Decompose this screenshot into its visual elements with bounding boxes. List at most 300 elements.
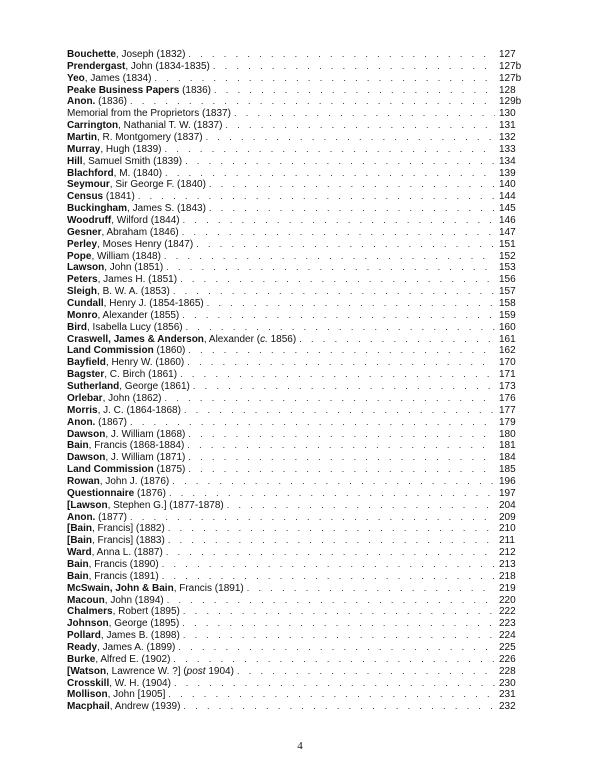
entry-detail: , J. William (1868): [105, 428, 186, 440]
dot-leader: [178, 642, 495, 654]
entry-name: Sutherland: [67, 381, 120, 393]
toc-entry-title: [67, 156, 182, 168]
toc-entry-title: [67, 523, 165, 535]
toc-entry-title: [67, 547, 163, 559]
entry-name: Hill: [67, 155, 83, 167]
entry-name: Martin: [67, 132, 97, 144]
entry-name: [Watson: [67, 665, 107, 677]
entry-detail: , B. W. A. (1853): [97, 286, 170, 298]
toc-entry-title: [67, 203, 206, 215]
toc-entry-title: [67, 310, 179, 322]
dot-leader: [169, 488, 495, 500]
entry-name: Bird: [67, 321, 87, 333]
dot-leader: [207, 298, 495, 310]
entry-detail: , Francis (1891): [88, 570, 159, 582]
entry-name: Woodruff: [67, 215, 112, 227]
entry-detail: (1877): [95, 511, 128, 523]
entry-detail: , J. C. (1864-1868): [97, 404, 181, 416]
entry-page-number: 177: [499, 404, 516, 416]
entry-name: Anon.: [67, 511, 96, 523]
entry-page-number: 130: [499, 108, 516, 120]
entry-name: Sleigh: [67, 286, 98, 298]
toc-entry-title: [67, 381, 190, 393]
entry-detail: , Robert (1895): [112, 606, 180, 618]
entry-page-number: 228: [499, 665, 516, 677]
entry-detail: , Nathanial T. W. (1837): [118, 120, 223, 132]
entry-detail: Memorial from the Proprietors (1837): [67, 108, 231, 120]
entry-detail: , J. William (1871): [105, 452, 186, 464]
entry-detail: , Hugh (1839): [100, 143, 162, 155]
toc-entry: [67, 452, 527, 464]
entry-detail: , Lawrence W. ?] (: [106, 665, 187, 677]
entry-detail: , R. Montgomery (1837): [97, 132, 203, 144]
entry-name: Pollard: [67, 630, 101, 642]
entry-name: Carrington: [67, 120, 119, 132]
toc-entry: [67, 405, 527, 417]
entry-page-number: 145: [499, 203, 516, 215]
toc-entry-title: [67, 73, 152, 85]
entry-detail: (1836): [95, 96, 128, 108]
entry-name: Questionnaire: [67, 487, 135, 499]
entry-page-number: 232: [499, 701, 516, 713]
toc-entry-title: [67, 666, 234, 678]
entry-page-number: 139: [499, 167, 516, 179]
entry-detail: (1841): [103, 191, 135, 203]
entry-page-number: 158: [499, 298, 516, 310]
dot-leader: [173, 286, 495, 298]
dot-leader: [184, 405, 495, 417]
entry-detail: , Abraham (1846): [101, 226, 179, 238]
dot-leader: [209, 203, 495, 215]
dot-leader: [299, 334, 495, 346]
entry-page-number: 162: [499, 345, 516, 357]
entry-page-number: 133: [499, 143, 516, 155]
entry-page-number: 151: [499, 238, 516, 250]
entry-name: Lawson: [67, 262, 105, 274]
entry-detail: , William (1848): [91, 250, 161, 262]
entry-detail-italic: post: [186, 665, 206, 677]
entry-page-number: 222: [499, 606, 516, 618]
entry-name: Macphail: [67, 701, 110, 713]
entry-detail: , Moses Henry (1847): [97, 238, 194, 250]
entry-page-number: 204: [499, 499, 516, 511]
toc-entry: [67, 179, 527, 191]
toc-entry: [67, 547, 527, 559]
toc-entry: [67, 500, 527, 512]
toc-entry: [67, 571, 527, 583]
toc-entry: [67, 701, 527, 713]
toc-entry-title: [67, 464, 185, 476]
toc-entry: [67, 523, 527, 535]
table-of-contents: [67, 49, 527, 713]
entry-detail: , Francis (1868-1884): [88, 440, 185, 452]
entry-detail: , C. Birch (1861): [104, 369, 178, 381]
entry-detail: , Francis] (1883): [92, 535, 165, 547]
entry-name: Anon.: [67, 96, 96, 108]
entry-detail: , John (1894): [104, 594, 164, 606]
toc-entry: [67, 417, 527, 429]
entry-name: [Bain: [67, 535, 92, 547]
toc-entry-title: [67, 440, 184, 452]
entry-name: Census: [67, 191, 104, 203]
entry-name: Buckingham: [67, 203, 128, 215]
toc-entry-title: [67, 251, 161, 263]
entry-detail: , James B. (1898): [100, 630, 180, 642]
entry-detail: , Anna L. (1887): [91, 547, 163, 559]
dot-leader: [206, 132, 495, 144]
toc-entry: [67, 168, 527, 180]
entry-name: Cundall: [67, 298, 104, 310]
toc-entry-title: [67, 61, 210, 73]
entry-detail: , Joseph (1832): [115, 49, 186, 60]
toc-entry: [67, 144, 527, 156]
toc-entry: [67, 108, 527, 120]
toc-entry-title: [67, 322, 183, 334]
entry-detail: (1867): [95, 416, 128, 428]
entry-page-number: 160: [499, 321, 516, 333]
entry-page-number: 152: [499, 250, 516, 262]
entry-detail: , James H. (1851): [97, 274, 178, 286]
dot-leader: [188, 49, 495, 61]
entry-name: Dawson: [67, 452, 106, 464]
toc-entry-title: [67, 393, 162, 405]
toc-entry: [67, 262, 527, 274]
entry-name: Bain: [67, 440, 89, 452]
entry-page-number: 184: [499, 452, 516, 464]
entry-detail: , John J. (1876): [99, 475, 170, 487]
toc-entry-title: [67, 618, 179, 630]
entry-page-number: 171: [499, 369, 516, 381]
dot-leader: [188, 464, 495, 476]
dot-leader: [166, 547, 495, 559]
toc-entry: [67, 488, 527, 500]
dot-leader: [174, 678, 495, 690]
entry-detail: , John (1851): [104, 262, 164, 274]
toc-entry-title: [67, 108, 231, 120]
entry-name: Seymour: [67, 179, 110, 191]
entry-detail: (1836): [179, 84, 211, 96]
entry-detail: (1875): [153, 464, 186, 476]
toc-entry-title: [67, 369, 177, 381]
toc-entry-title: [67, 144, 162, 156]
entry-name: Morris: [67, 404, 98, 416]
entry-name: Murray: [67, 143, 101, 155]
entry-name: McSwain, John & Bain: [67, 582, 174, 594]
entry-name: [Bain: [67, 523, 92, 535]
entry-page-number: 220: [499, 594, 516, 606]
dot-leader: [165, 393, 495, 405]
dot-leader: [164, 251, 495, 263]
entry-detail: , James A. (1899): [97, 641, 176, 653]
dot-leader: [227, 500, 495, 512]
toc-entry: [67, 239, 527, 251]
toc-entry-title: [67, 96, 127, 108]
entry-name: Crosskill: [67, 677, 110, 689]
toc-entry: [67, 583, 527, 595]
toc-entry: [67, 96, 527, 108]
toc-entry: [67, 393, 527, 405]
toc-entry-title: [67, 168, 162, 180]
toc-entry: [67, 642, 527, 654]
entry-name: Pope: [67, 250, 92, 262]
toc-entry: [67, 654, 527, 666]
toc-entry-title: [67, 417, 127, 429]
toc-entry-title: [67, 642, 175, 654]
toc-entry-title: [67, 215, 180, 227]
dot-leader: [167, 595, 495, 607]
entry-detail: , John (1834-1835): [125, 60, 210, 72]
dot-leader: [188, 429, 495, 441]
toc-entry: [67, 251, 527, 263]
entry-page-number: 153: [499, 262, 516, 274]
dot-leader: [180, 369, 495, 381]
entry-name: Peters: [67, 274, 98, 286]
entry-page-number: 185: [499, 464, 516, 476]
toc-entry-title: [67, 476, 169, 488]
entry-name: Anon.: [67, 416, 96, 428]
dot-leader: [234, 108, 495, 120]
entry-name: Macoun: [67, 594, 105, 606]
dot-leader: [186, 322, 495, 334]
dot-leader: [193, 381, 495, 393]
entry-page-number: 218: [499, 570, 516, 582]
toc-entry: [67, 440, 527, 452]
toc-entry-title: [67, 239, 193, 251]
entry-detail: , Alfred E. (1902): [95, 653, 171, 665]
toc-entry: [67, 61, 527, 73]
entry-name: Peake Business Papers: [67, 84, 180, 96]
toc-entry: [67, 345, 527, 357]
toc-entry: [67, 464, 527, 476]
entry-detail-italic: c.: [260, 333, 268, 345]
entry-detail: , Andrew (1939): [109, 701, 181, 713]
dot-leader: [187, 440, 495, 452]
dot-leader: [166, 262, 495, 274]
dot-leader: [172, 476, 495, 488]
entry-detail: , Alexander (1855): [97, 309, 180, 321]
dot-leader: [237, 666, 495, 678]
entry-page-number: 128: [499, 84, 516, 96]
entry-detail: , George (1895): [108, 618, 180, 630]
entry-page-number: 173: [499, 381, 516, 393]
entry-page-number: 176: [499, 392, 516, 404]
entry-page-number: 197: [499, 487, 516, 499]
entry-name: Perley: [67, 238, 98, 250]
toc-entry-title: [67, 274, 177, 286]
dot-leader: [185, 156, 495, 168]
entry-detail: , George (1861): [119, 381, 190, 393]
dot-leader: [183, 630, 495, 642]
dot-leader: [168, 535, 495, 547]
entry-detail-end: 1856): [267, 333, 297, 345]
entry-page-number: 140: [499, 179, 516, 191]
toc-entry-title: [67, 298, 204, 310]
toc-entry-title: [67, 701, 180, 713]
entry-detail: , Isabella Lucy (1856): [87, 321, 183, 333]
toc-entry-title: [67, 535, 165, 547]
toc-entry: [67, 606, 527, 618]
toc-entry-title: [67, 606, 180, 618]
toc-entry-title: [67, 595, 164, 607]
toc-entry: [67, 274, 527, 286]
entry-detail: , Sir George F. (1840): [109, 179, 206, 191]
entry-detail: , John [1905]: [107, 689, 166, 701]
dot-leader: [183, 215, 495, 227]
entry-name: Land Commission: [67, 345, 154, 357]
toc-entry-title: [67, 179, 206, 191]
toc-entry: [67, 334, 527, 346]
toc-entry-title: [67, 654, 170, 666]
entry-page-number: 129b: [499, 96, 522, 108]
entry-detail: , John (1862): [102, 392, 162, 404]
toc-entry: [67, 618, 527, 630]
toc-entry-title: [67, 630, 180, 642]
toc-entry-title: [67, 191, 135, 203]
entry-page-number: 212: [499, 547, 516, 559]
entry-detail: , Francis (1890): [88, 558, 159, 570]
entry-page-number: 146: [499, 215, 516, 227]
entry-name: Rowan: [67, 475, 100, 487]
toc-entry: [67, 381, 527, 393]
dot-leader: [182, 310, 495, 322]
entry-detail: , Wilford (1844): [111, 215, 180, 227]
entry-name: Chalmers: [67, 606, 113, 618]
toc-entry: [67, 286, 527, 298]
entry-page-number: 196: [499, 475, 516, 487]
entry-page-number: 225: [499, 641, 516, 653]
dot-leader: [188, 452, 495, 464]
entry-detail: , W. H. (1904): [109, 677, 171, 689]
entry-name: [Lawson: [67, 499, 108, 511]
entry-page-number: 161: [499, 333, 516, 345]
entry-page-number: 156: [499, 274, 516, 286]
dot-leader: [173, 654, 495, 666]
toc-entry-title: [67, 571, 159, 583]
toc-entry: [67, 559, 527, 571]
entry-page-number: 219: [499, 582, 516, 594]
toc-entry: [67, 689, 527, 701]
toc-entry-title: [67, 512, 127, 524]
toc-entry: [67, 369, 527, 381]
entry-page-number: 170: [499, 357, 516, 369]
entry-name: Yeo: [67, 72, 85, 84]
entry-detail: , James (1834): [84, 72, 152, 84]
entry-detail: (1860): [153, 345, 186, 357]
toc-entry-title: [67, 488, 166, 500]
toc-entry-title: [67, 334, 296, 346]
entry-name: Prendergast: [67, 60, 126, 72]
toc-entry: [67, 595, 527, 607]
toc-entry: [67, 215, 527, 227]
entry-detail: , James S. (1843): [127, 203, 206, 215]
entry-name: Bagster: [67, 369, 105, 381]
entry-name: Orlebar: [67, 392, 103, 404]
dot-leader: [162, 571, 495, 583]
toc-entry: [67, 666, 527, 678]
entry-name: Burke: [67, 653, 96, 665]
entry-detail: , Samuel Smith (1839): [82, 155, 183, 167]
dot-leader: [225, 120, 495, 132]
toc-entry-title: [67, 500, 224, 512]
dot-leader: [213, 61, 495, 73]
entry-page-number: 210: [499, 523, 516, 535]
toc-entry-title: [67, 689, 165, 701]
toc-entry: [67, 120, 527, 132]
dot-leader: [168, 523, 495, 535]
entry-page-number: 209: [499, 511, 516, 523]
entry-name: Mollison: [67, 689, 108, 701]
entry-page-number: 181: [499, 440, 516, 452]
entry-page-number: 223: [499, 618, 516, 630]
entry-page-number: 127b: [499, 60, 522, 72]
toc-entry: [67, 227, 527, 239]
toc-entry-title: [67, 405, 181, 417]
toc-entry: [67, 203, 527, 215]
entry-name: Ready: [67, 641, 98, 653]
toc-entry-title: [67, 85, 211, 97]
dot-leader: [155, 73, 496, 85]
entry-page-number: 144: [499, 191, 516, 203]
entry-detail: , Francis (1891): [173, 582, 244, 594]
toc-entry-title: [67, 678, 171, 690]
dot-leader: [187, 357, 495, 369]
toc-entry: [67, 73, 527, 85]
entry-page-number: 179: [499, 416, 516, 428]
toc-entry: [67, 476, 527, 488]
toc-entry: [67, 512, 527, 524]
dot-leader: [138, 191, 495, 203]
toc-entry: [67, 85, 527, 97]
entry-page-number: 134: [499, 155, 516, 167]
toc-entry-title: [67, 357, 184, 369]
entry-name: Craswell, James & Anderson: [67, 333, 204, 345]
toc-entry-title: [67, 262, 163, 274]
dot-leader: [130, 512, 495, 524]
toc-entry: [67, 298, 527, 310]
entry-detail: , Henry W. (1860): [105, 357, 185, 369]
entry-name: Johnson: [67, 618, 109, 630]
entry-page-number: 211: [499, 535, 515, 547]
dot-leader: [209, 179, 495, 191]
entry-name: Gesner: [67, 226, 102, 238]
dot-leader: [188, 345, 495, 357]
toc-entry-title: [67, 452, 185, 464]
toc-entry-title: [67, 227, 179, 239]
entry-name: Bouchette: [67, 49, 116, 60]
entry-page-number: 230: [499, 677, 516, 689]
entry-name: Bain: [67, 570, 89, 582]
toc-entry: [67, 535, 527, 547]
entry-detail: , Stephen G.] (1877-1878): [107, 499, 224, 511]
toc-entry-title: [67, 559, 159, 571]
entry-page-number: 127: [499, 49, 516, 60]
entry-page-number: 147: [499, 226, 516, 238]
entry-page-number: 127b: [499, 72, 522, 84]
toc-entry: [67, 191, 527, 203]
entry-name: Bayfield: [67, 357, 106, 369]
toc-entry-title: [67, 49, 185, 61]
toc-entry: [67, 322, 527, 334]
toc-entry-title: [67, 583, 244, 595]
entry-detail: (1876): [134, 487, 166, 499]
dot-leader: [196, 239, 495, 251]
dot-leader: [165, 168, 495, 180]
dot-leader: [183, 606, 495, 618]
dot-leader: [165, 144, 495, 156]
page-number: 4: [297, 740, 303, 752]
toc-entry: [67, 310, 527, 322]
entry-page-number: 231: [499, 689, 516, 701]
